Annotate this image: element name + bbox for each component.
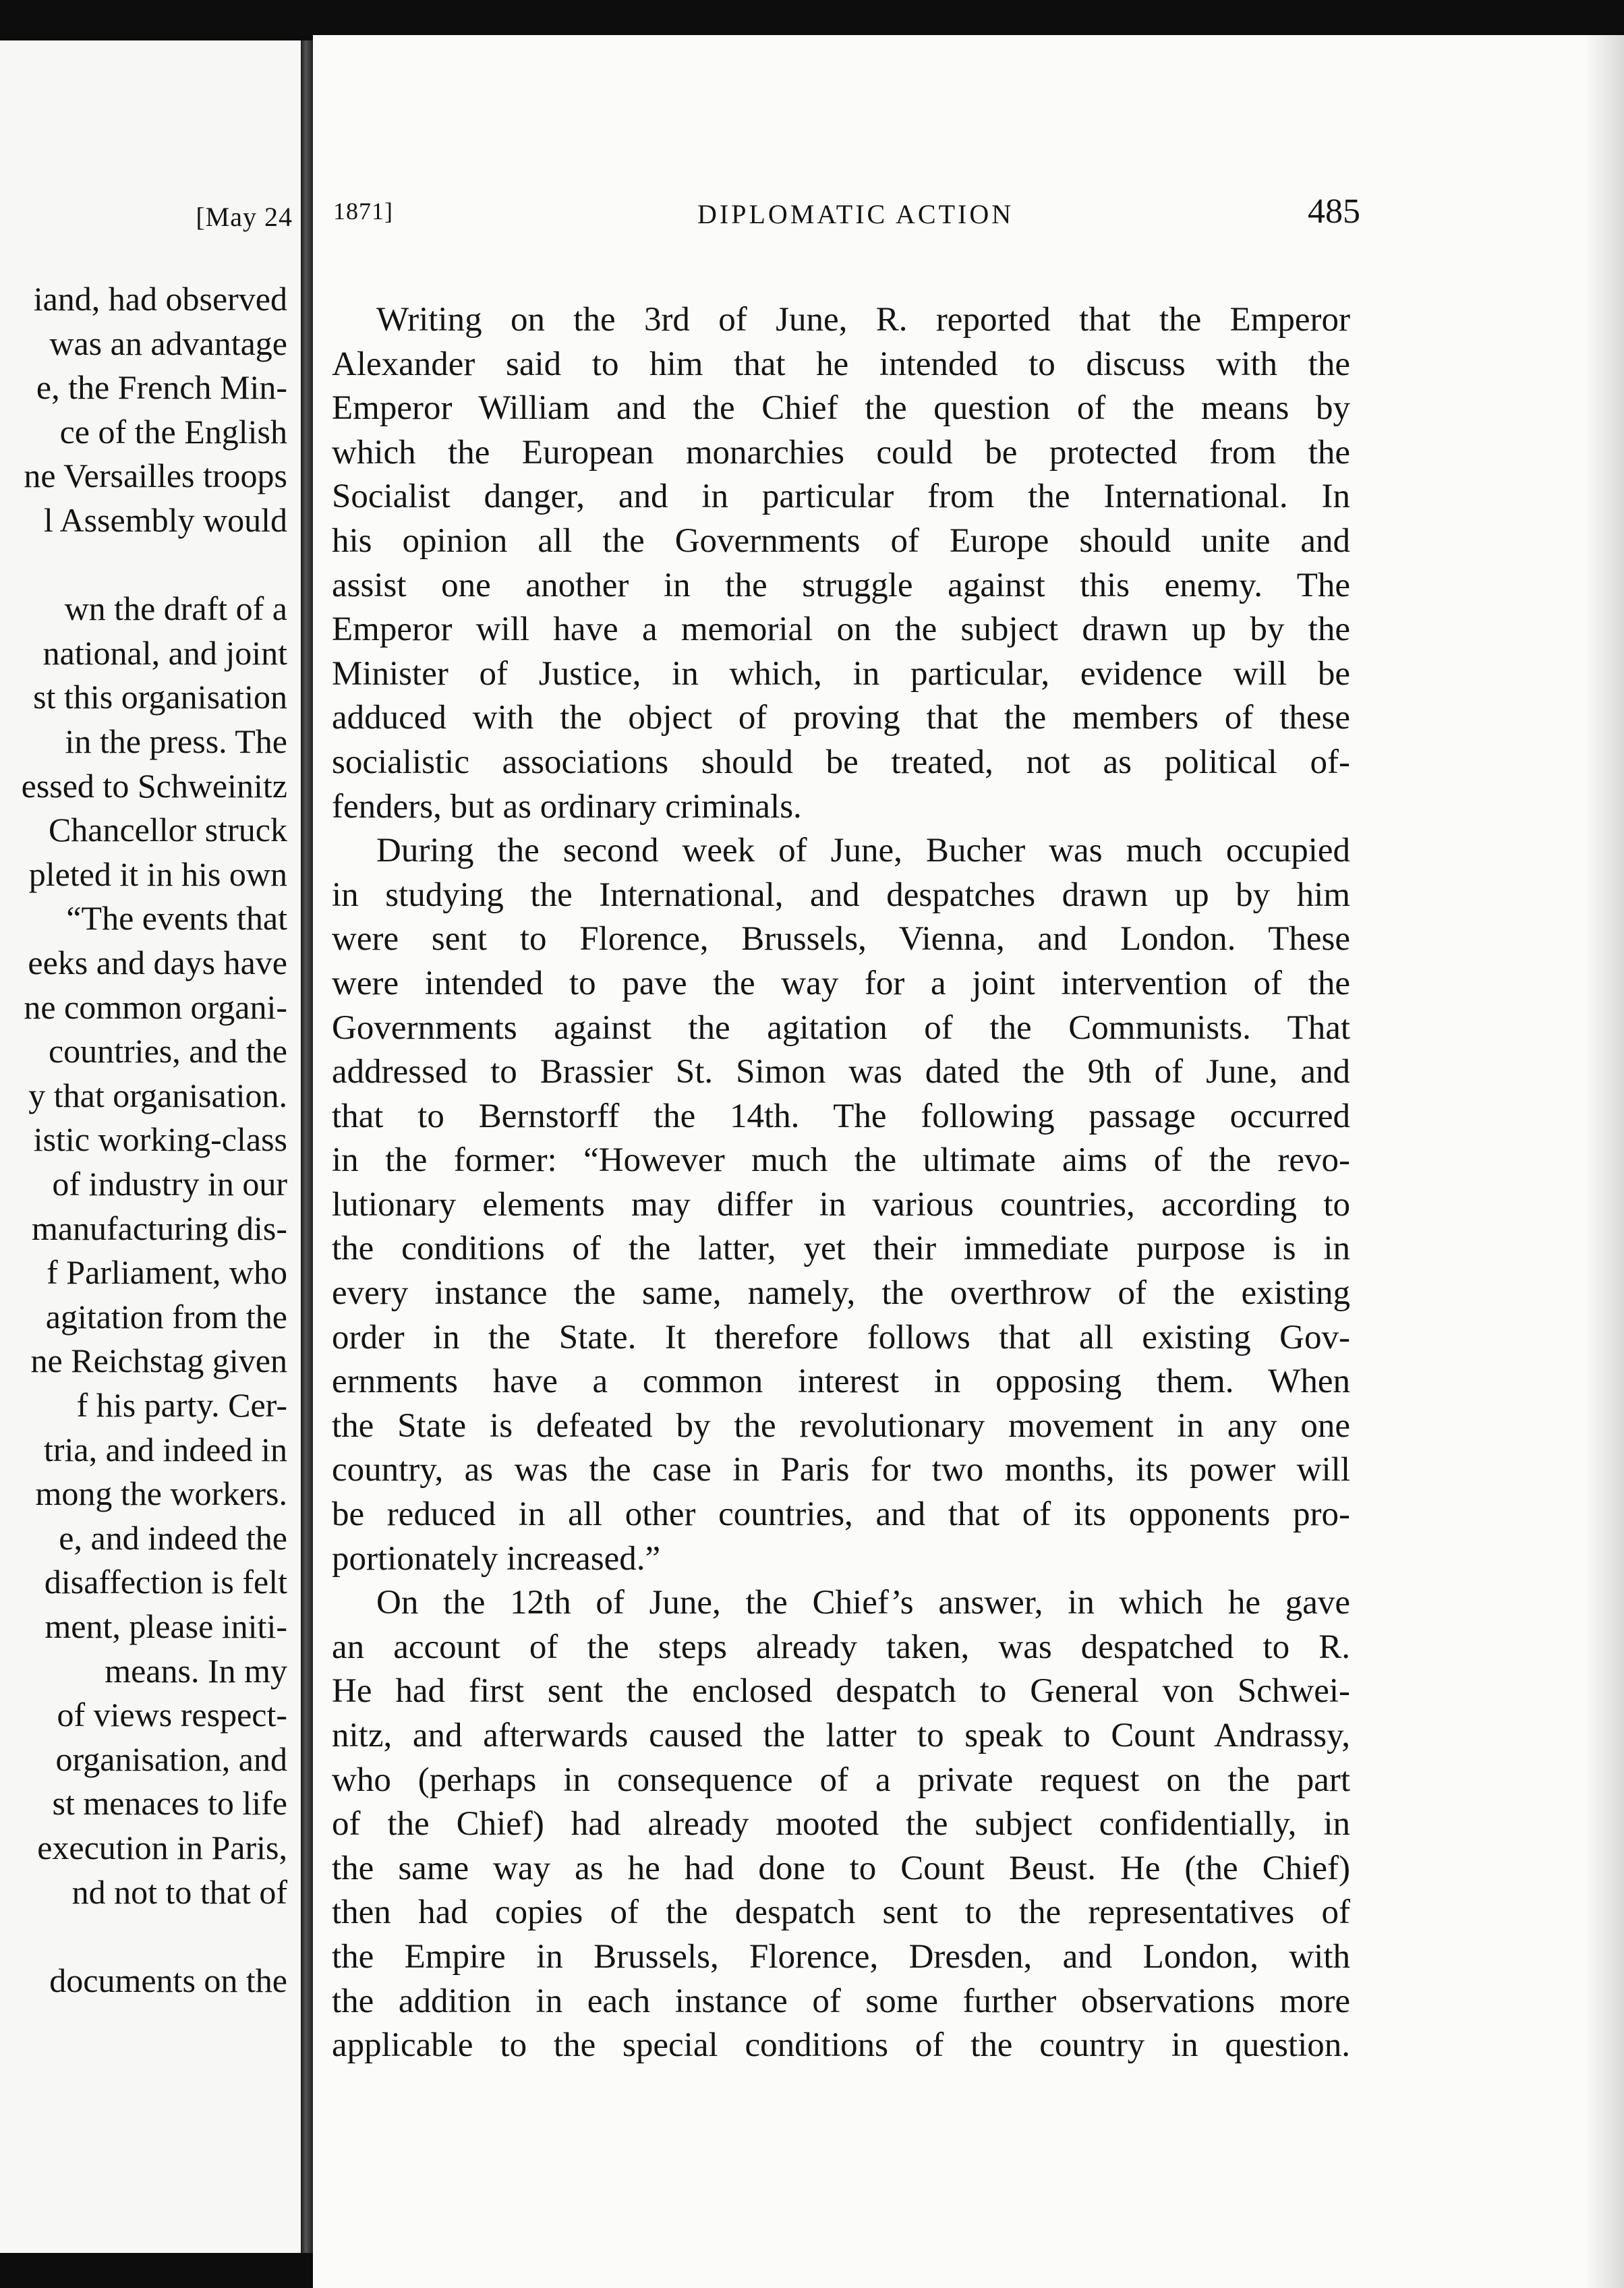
left-page-line: essed to Schweinitz [21,766,287,805]
text-line: were intended to pave the way for a joint intervention of the [332,964,1350,1002]
left-page-line: y that organisation. [28,1076,287,1114]
left-page-line: pleted it in his own [28,855,287,893]
text-line: Emperor William and the Chief the question of the means by [332,389,1350,428]
left-page-line: ne common organi- [24,988,287,1026]
left-page-line: st menaces to life [52,1784,287,1823]
text-line: He had first sent the enclosed despatch to General von Schwei- [332,1672,1350,1711]
left-page-line: ce of the English [59,412,287,451]
left-page-line: eeks and days have [28,944,287,981]
text-line: be reduced in all other countries, and that of its opponents pro- [332,1495,1350,1534]
page-number: 485 [1308,192,1360,231]
book-gutter [301,40,313,2253]
text-line: fenders, but as ordinary criminals. [332,787,802,826]
text-line: assist one another in the struggle against this enemy. The [332,566,1350,604]
text-line: country, as was the case in Paris for two months, its power will [332,1451,1350,1489]
text-line: which the European monarchies could be protected from the [332,433,1350,471]
left-page-line: means. In my [105,1651,287,1690]
text-line: lutionary elements may differ in various countries, according to [332,1185,1350,1224]
left-page-line: ne Versailles troops [24,457,287,495]
text-line: ernments have a common interest in opposing them. When [332,1363,1350,1401]
text-line: socialistic associations should be treated, not as political of- [332,743,1350,781]
left-page-line: mong the workers. [35,1475,287,1513]
left-page-line: wn the draft of a [64,590,287,628]
left-page-line: ment, please initi- [45,1607,287,1645]
text-line: Emperor will have a memorial on the subject drawn up by the [332,610,1350,649]
running-header [333,192,1365,239]
text-line: who (perhaps in consequence of a private request on the part [332,1761,1350,1799]
text-line: Writing on the 3rd of June, R. reported that the Emperor [376,301,1350,339]
text-line: portionately increased.” [332,1539,661,1578]
page-edge [1584,35,1624,2288]
left-page-line: nd not to that of [71,1872,287,1911]
text-line: the same way as he had done to Count Beust. He (the Chief) [332,1849,1350,1887]
body-text [332,298,1350,2068]
left-page-line: f Parliament, who [47,1253,287,1292]
left-page-line: l Assembly would [43,501,287,539]
left-page-line: national, and joint [42,633,287,672]
left-page-line: organisation, and [55,1740,287,1778]
left-page-line: manufacturing dis- [31,1209,287,1247]
text-line: the addition in each instance of some further observations more [332,1982,1350,2020]
left-page-line: of industry in our [52,1165,287,1203]
left-page-line: was an advantage [49,324,287,362]
text-line: applicable to the special conditions of the country in question. [332,2026,1350,2065]
text-line: On the 12th of June, the Chief’s answer, in which he gave [376,1584,1350,1622]
text-line: in studying the International, and despatches drawn up by him [332,876,1350,914]
left-page-line: ne Reichstag given [30,1342,287,1380]
text-line: nitz, and afterwards caused the latter to speak to Count Andrassy, [332,1717,1350,1754]
text-line: then had copies of the despatch sent to the representatives of [332,1893,1350,1932]
header-year: 1871] [333,198,393,225]
left-page-line: istic working-class [33,1120,287,1159]
text-line: that to Bernstorff the 14th. The following passage occurred [332,1097,1350,1135]
text-line: order in the State. It therefore follows that all existing Gov- [332,1318,1350,1356]
text-line: the State is defeated by the revolutionary movement in any one [332,1406,1350,1445]
text-line: in the former: “However much the ultimate aims of the revo- [332,1141,1350,1180]
text-line: Governments against the agitation of the Communists. That [332,1008,1350,1047]
left-page-line: e, the French Min- [36,368,287,407]
left-page-line: of views respect- [57,1696,287,1734]
left-page-line: e, and indeed the [59,1518,287,1557]
text-line: his opinion all the Governments of Europe should unite and [332,521,1350,560]
left-page-line: f his party. Cer- [76,1386,287,1424]
left-page-line: st this organisation [33,678,287,716]
left-page [0,40,301,2253]
right-page [313,35,1624,2288]
text-line: the conditions of the latter, yet their immediate purpose is in [332,1230,1350,1268]
text-line: adduced with the object of proving that the members of these [332,699,1350,737]
text-line: During the second week of June, Bucher was much occupied [376,832,1350,870]
left-page-line: disaffection is felt [44,1563,287,1601]
left-page-line: documents on the [49,1961,287,1999]
text-line: addressed to Brassier St. Simon was dated the 9th of June, and [332,1053,1350,1091]
text-line: of the Chief) had already mooted the subject confidentially, in [332,1805,1350,1843]
left-page-line: agitation from the [45,1297,287,1336]
text-line: Minister of Justice, in which, in particular, evidence will be [332,654,1350,693]
chapter-title: DIPLOMATIC ACTION [697,199,1014,229]
left-page-line: tria, and indeed in [44,1430,287,1468]
left-page-line: Chancellor struck [48,811,287,849]
text-line: the Empire in Brussels, Florence, Dresden, and London, with [332,1937,1350,1976]
left-page-line: “The events that [66,899,287,938]
left-page-line: iand, had observed [33,280,287,318]
text-line: Socialist danger, and in particular from the International. In [332,478,1350,516]
left-page-line: countries, and the [48,1032,287,1070]
text-line: an account of the steps already taken, was despatched to R. [332,1628,1350,1666]
left-page-line: in the press. The [65,722,287,760]
text-line: every instance the same, namely, the overthrow of the existing [332,1274,1350,1313]
left-page-line: execution in Paris, [37,1829,287,1866]
text-line: Alexander said to him that he intended to discuss with the [332,345,1350,383]
left-running-header: [May 24 [196,202,293,232]
text-line: were sent to Florence, Brussels, Vienna, and London. These [332,920,1350,959]
